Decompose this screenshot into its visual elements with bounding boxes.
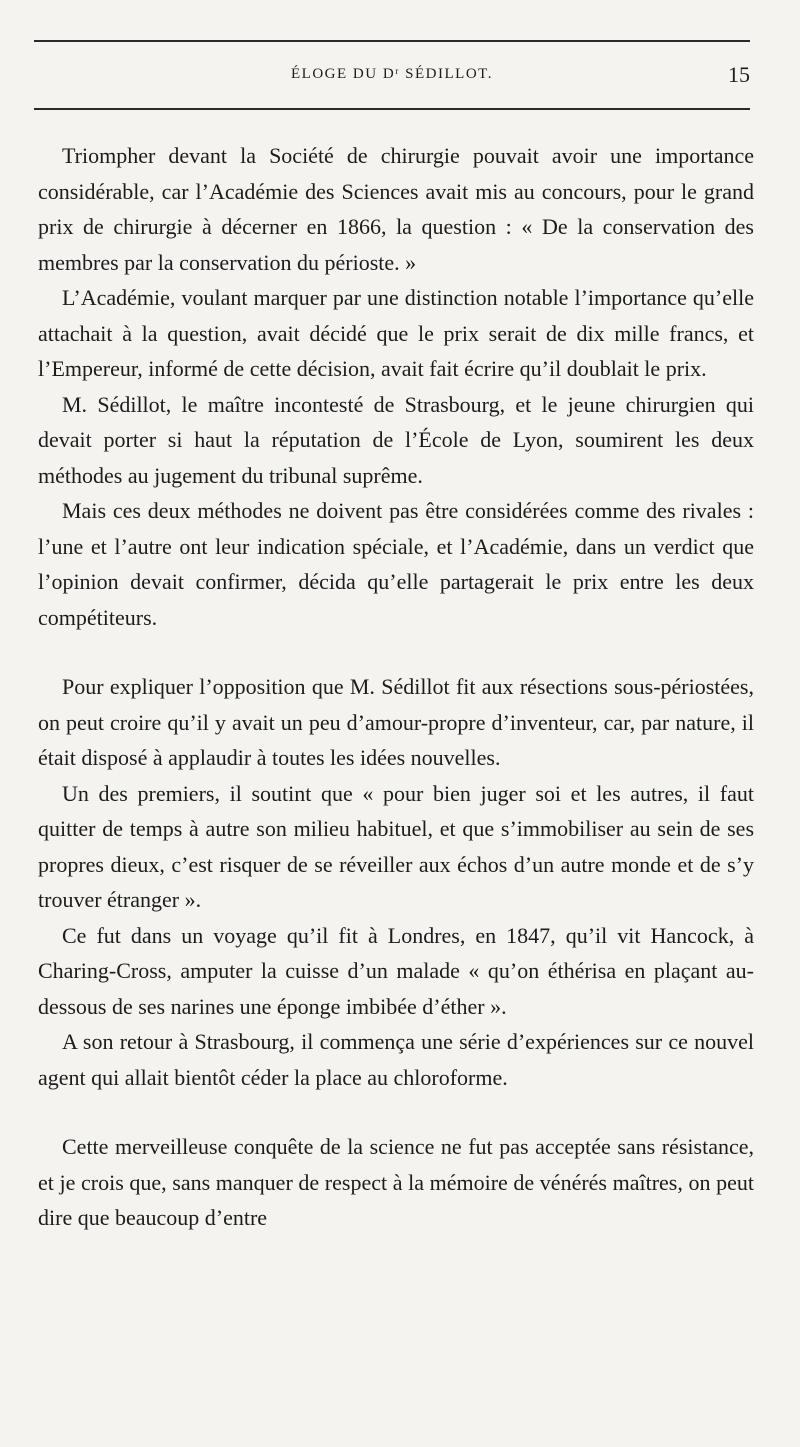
running-title: ÉLOGE DU Dʳ SÉDILLOT.: [291, 66, 493, 82]
page-number: 15: [728, 62, 750, 87]
paragraph-2: L’Académie, voulant marquer par une distinction notable l’importance qu’elle attachait à la question, avait décidé que le prix serait de dix mille francs, et l’Empereur, informé de cette décision, avait fait écrire qu’il doublait le prix.: [38, 285, 754, 381]
paragraph-8: A son retour à Strasbourg, il commença une série d’expériences sur ce nouvel agent qui allait bientôt céder la place au chloroforme.: [38, 1029, 754, 1090]
paragraph-6: Un des premiers, il soutint que « pour bien juger soi et les autres, il faut quitter de temps à autre son milieu habituel, et que s’immobiliser au sein de ses propres dieux, c’est risquer de se réveiller aux échos d’un autre monde et de s’y trouver étranger ».: [38, 780, 754, 912]
paragraph-9: Cette merveilleuse conquête de la science ne fut pas acceptée sans résistance, et je crois que, sans manquer de respect à la mémoire de vénérés maîtres, on peut dire que beaucoup d’entre: [38, 1134, 754, 1230]
paragraph-1: Triompher devant la Société de chirurgie pouvait avoir une importance considérable, car l’Académie des Sciences avait mis au concours, pour le grand prix de chirurgie à décerner en 1866, la question : « De la conservation des membres par la conservation du périoste. »: [38, 143, 754, 275]
paragraph-3: M. Sédillot, le maître incontesté de Strasbourg, et le jeune chirurgien qui devait porter si haut la réputation de l’École de Lyon, soumirent les deux méthodes au jugement du tribunal suprême.: [38, 391, 754, 488]
running-head: [34, 62, 750, 92]
header-top-rule: [34, 40, 750, 42]
body-text: [38, 138, 754, 1236]
paragraph-7: Ce fut dans un voyage qu’il fit à Londres, en 1847, qu’il vit Hancock, à Charing-Cross, amputer la cuisse d’un malade « qu’on éthérisa en plaçant au-dessous de ses narines une éponge imbibée d’éther ».: [38, 922, 754, 1019]
header-bottom-rule: [34, 108, 750, 110]
paragraph-5: Pour expliquer l’opposition que M. Sédillot fit aux résections sous-périostées, on peut croire qu’il y avait un peu d’amour-propre d’inventeur, car, par nature, il était disposé à applaudir à toutes les idées nouvelles.: [38, 674, 754, 770]
paragraph-4: Mais ces deux méthodes ne doivent pas être considérées comme des rivales : l’une et l’autre ont leur indication spéciale, et l’Académie, dans un verdict que l’opinion devait confirmer, décida qu’elle partagerait le prix entre les deux compétiteurs.: [38, 498, 754, 630]
